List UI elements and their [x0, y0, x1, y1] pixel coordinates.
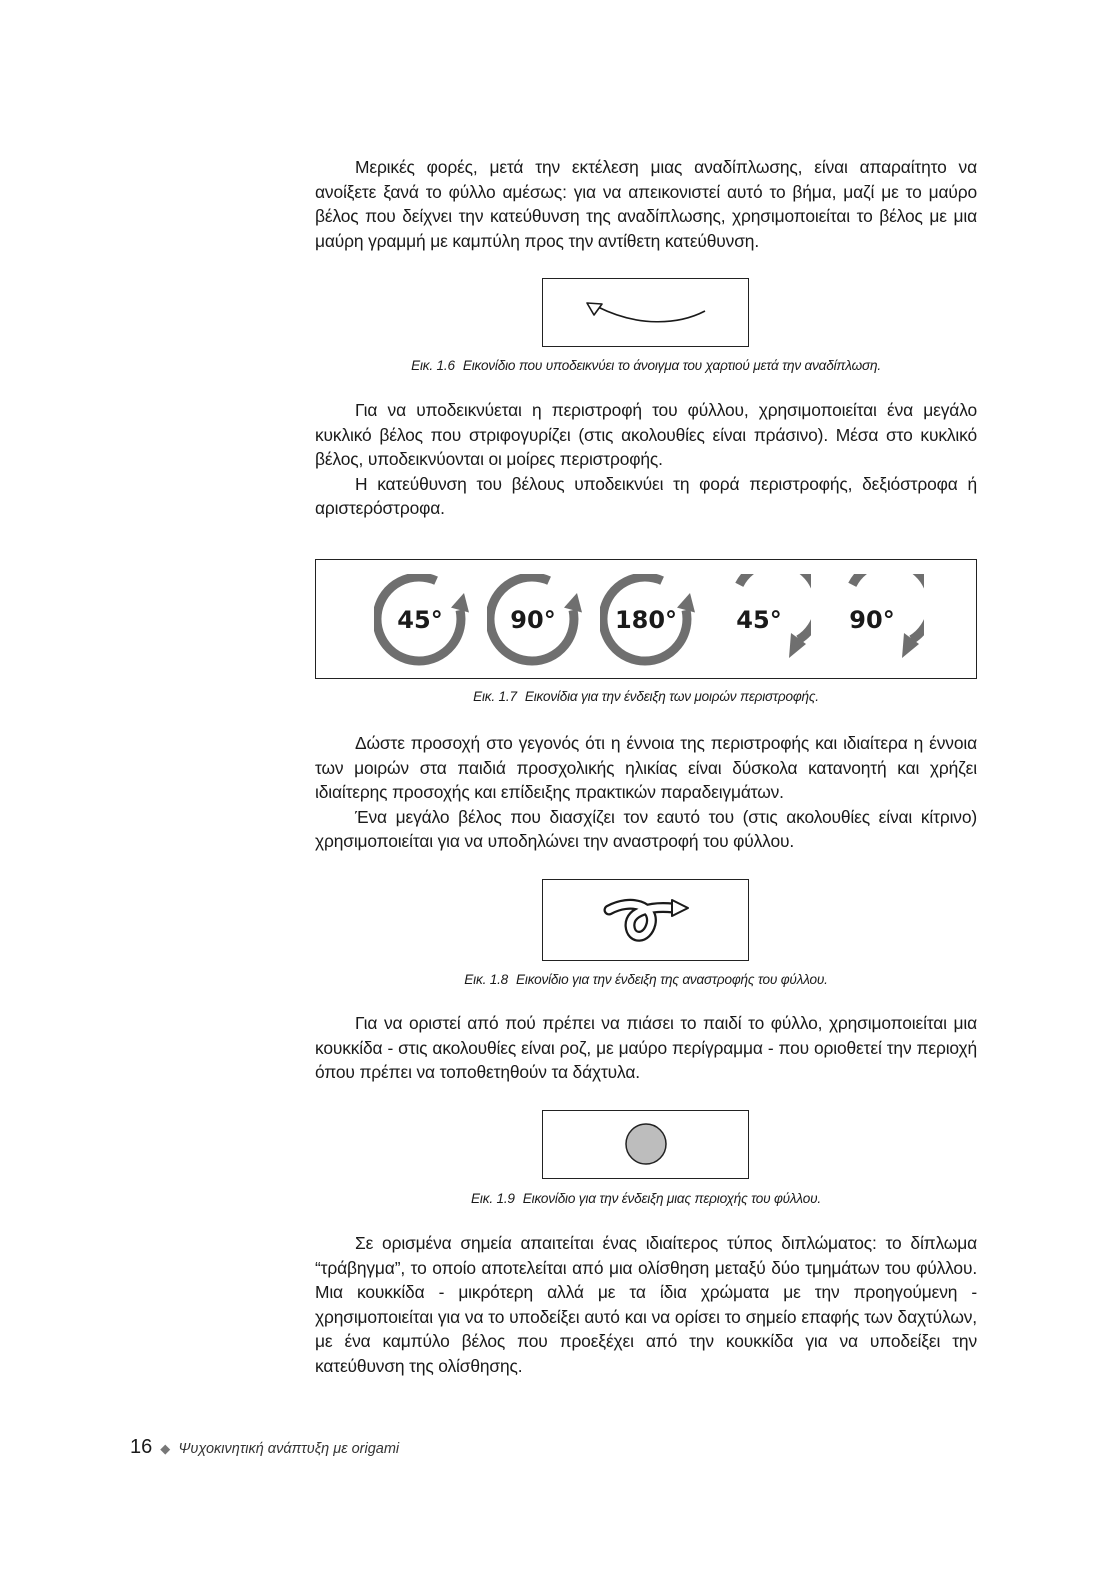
paragraph-2: [315, 398, 977, 521]
figure-1-6-caption: [315, 358, 977, 373]
figure-1-8-box: [542, 879, 749, 961]
rotation-icon-45-ccw: [374, 574, 472, 672]
paragraph-1-text: Μερικές φορές, μετά την εκτέλεση μιας αναδίπλωσης, είναι απαραίτητο να ανοίξετε ξανά το φύλλο αμέσως: για να απεικονιστεί αυτό το βήμα, μαζί με το μαύρο βέλος που δείχνει την κατεύθυνση της αναδίπλωσης, χρησιμοποιείται το βέλος με μια μαύρη γραμμή με καμπύλη προς την αντίθετη κατεύθυνση.: [315, 157, 977, 251]
rotation-label: 180°: [614, 606, 678, 634]
paragraph-1: [315, 155, 977, 253]
figure-1-7-box: [315, 559, 977, 679]
figure-1-8-caption: [315, 972, 977, 987]
page-number: 16: [130, 1436, 153, 1458]
unfold-arrow-icon: [543, 279, 748, 346]
paragraph-4: [315, 1011, 977, 1085]
paragraph-5: [315, 1231, 977, 1379]
figure-1-9-caption: [315, 1191, 977, 1206]
paragraph-2b-text: Η κατεύθυνση του βέλους υποδεικνύει τη φορά περιστροφής, δεξιόστροφα ή αριστερόστροφα.: [315, 473, 977, 519]
figure-1-9-caption-text: Εικονίδιο για την ένδειξη μιας περιοχής του φύλλου.: [522, 1191, 821, 1206]
figure-1-6-caption-text: Εικονίδιο που υποδεικνύει το άνοιγμα του χαρτιού μετά την αναδίπλωση.: [462, 358, 881, 373]
paragraph-5-text: Σε ορισμένα σημεία απαιτείται ένας ιδιαίτερος τύπος διπλώματος: το δίπλωμα “τράβηγμα”, το οποίο αποτελείται από μια ολίσθηση μεταξύ δύο τμημάτων του φύλλου. Μια κουκκίδα - μικρότερη αλλά με τα ίδια χρώματα με την προηγούμενη - χρησιμοποιείται για να το υποδείξει αυτό και να ορίσει το σημείο επαφής των δαχτύλων, με ένα καμπύλο βέλος που προεξέχει από την κουκκίδα για να υποδείξει την κατεύθυνση της ολίσθησης.: [315, 1233, 977, 1376]
paragraph-3a-text: Δώστε προσοχή στο γεγονός ότι η έννοια της περιστροφής και ιδιαίτερα η έννοια των μοιρών στα παιδιά προσχολικής ηλικίας είναι δύσκολα κατανοητή και χρήζει ιδιαίτερης προσοχής και επίδειξης πρακτικών παραδειγμάτων.: [315, 733, 977, 803]
figure-1-6-number: Εικ. 1.6: [411, 358, 455, 373]
figure-1-7-number: Εικ. 1.7: [473, 689, 517, 704]
figure-1-8-number: Εικ. 1.8: [464, 972, 509, 987]
figure-1-7-caption: [315, 689, 977, 704]
page-footer: [130, 1436, 399, 1459]
paragraph-2a-text: Για να υποδεικνύεται η περιστροφή του φύλλου, χρησιμοποιείται ένα μεγάλο κυκλικό βέλος που στριφογυρίζει (στις ακολουθίες είναι πράσινο). Μέσα στο κυκλικό βέλος, υποδεικνύονται οι μοίρες περιστροφής.: [315, 400, 977, 470]
rotation-icon-90-ccw: [487, 574, 585, 672]
diamond-separator-icon: ◆: [160, 1441, 171, 1456]
finger-dot-icon: [543, 1111, 748, 1178]
rotation-icon-90-cw: [826, 574, 924, 672]
figure-1-9-box: [542, 1110, 749, 1179]
paragraph-3: [315, 731, 977, 854]
paragraph-4-text: Για να οριστεί από πού πρέπει να πιάσει το παιδί το φύλλο, χρησιμοποιείται μια κουκκίδα - στις ακολουθίες είναι ροζ, με μαύρο περίγραμμα - που οριοθετεί την περιοχή όπου πρέπει να τοποθετηθούν τα δάχτυλα.: [315, 1013, 977, 1083]
rotation-label: 45°: [736, 606, 782, 634]
rotation-icon-180-ccw: [600, 574, 698, 672]
rotation-label: 90°: [510, 606, 556, 634]
figure-1-7-caption-text: Εικονίδια για την ένδειξη των μοιρών περιστροφής.: [524, 689, 819, 704]
rotation-icon-45-cw: [713, 574, 811, 672]
book-title: Ψυχοκινητική ανάπτυξη με origami: [178, 1441, 400, 1457]
figure-1-8-caption-text: Εικονίδιο για την ένδειξη της αναστροφής του φύλλου.: [516, 972, 828, 987]
flip-over-arrow-icon: [543, 880, 748, 960]
figure-1-9-number: Εικ. 1.9: [471, 1191, 515, 1206]
paragraph-3b-text: Ένα μεγάλο βέλος που διασχίζει τον εαυτό του (στις ακολουθίες είναι κίτρινο) χρησιμοποιείται για να υποδηλώνει την αναστροφή του φύλλου.: [315, 806, 977, 852]
figure-1-6-box: [542, 278, 749, 347]
rotation-label: 90°: [849, 606, 895, 634]
rotation-label: 45°: [397, 606, 443, 634]
